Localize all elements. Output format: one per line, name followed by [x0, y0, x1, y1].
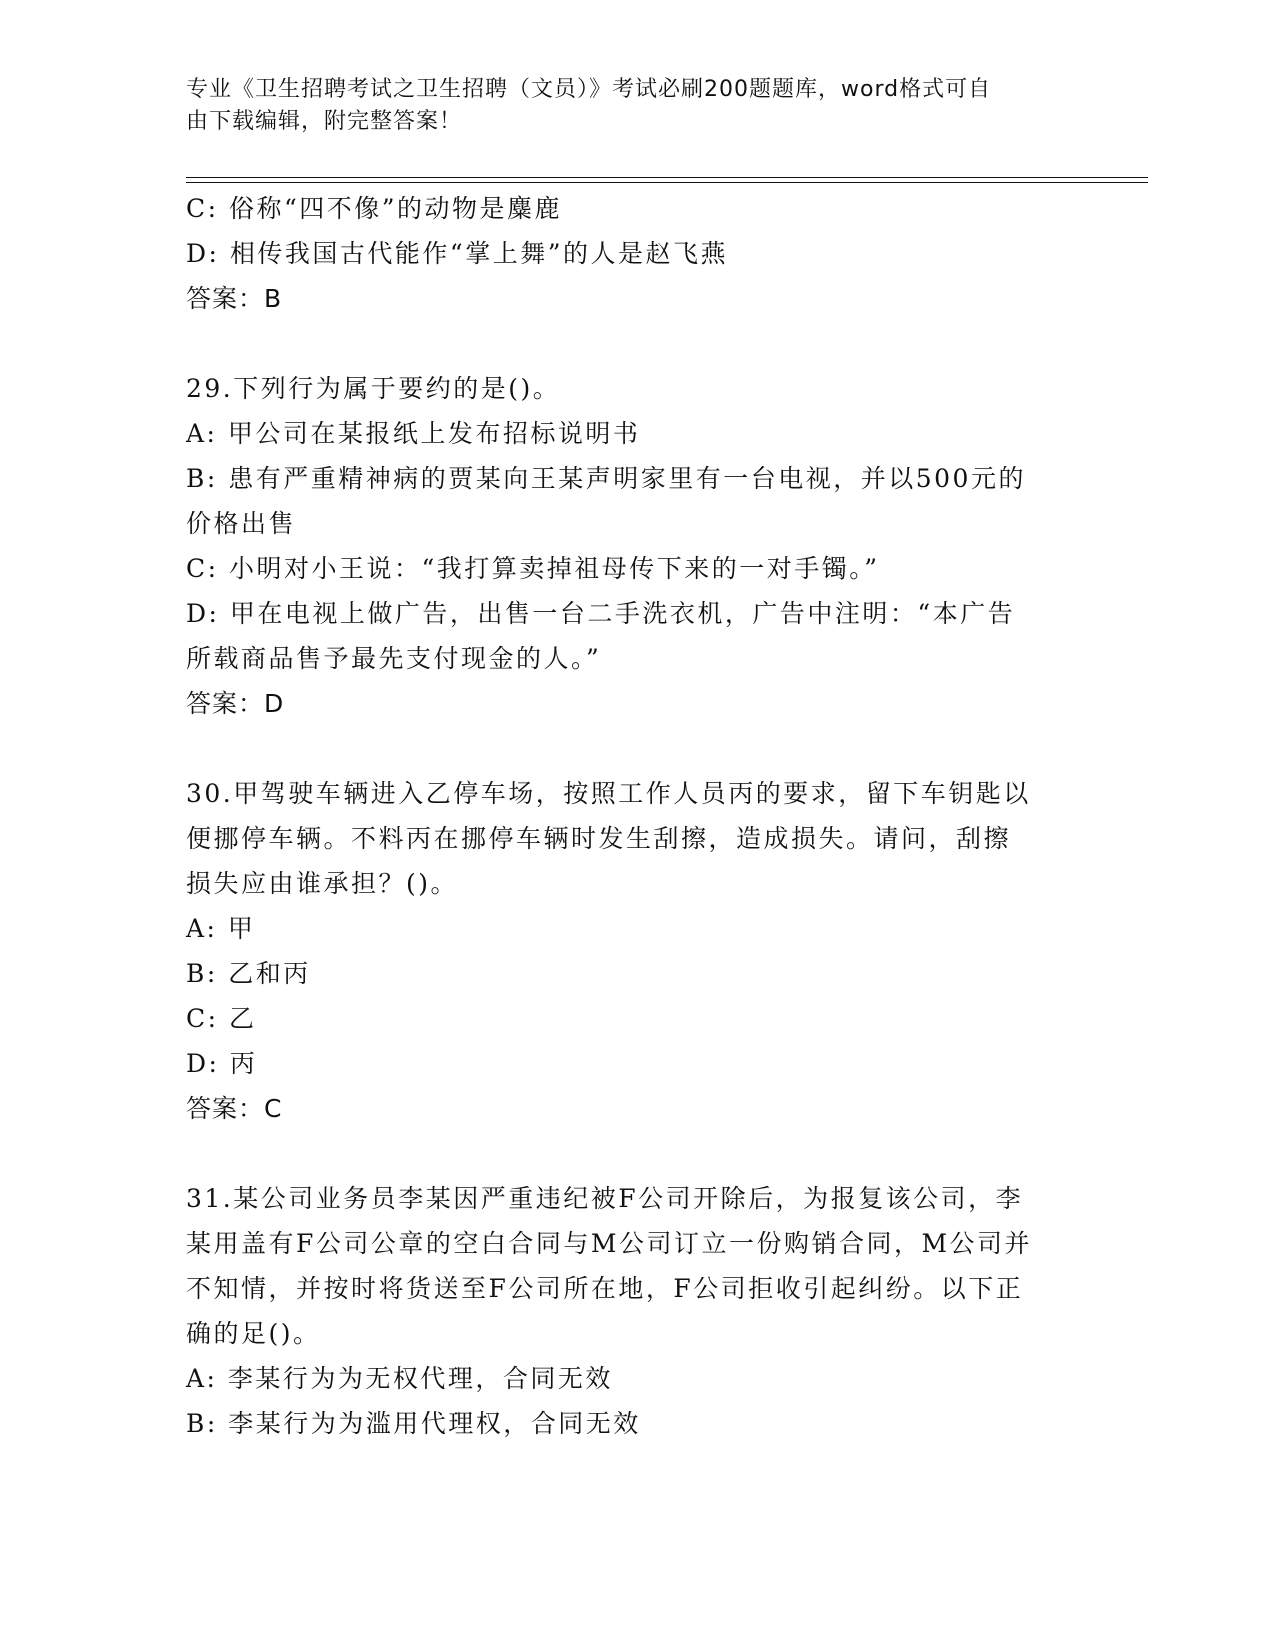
option-c: C: 俗称“四不像”的动物是麋鹿 [186, 194, 563, 223]
question-29 [186, 366, 1086, 726]
spacer [186, 1131, 1086, 1176]
question-31 [186, 1176, 1086, 1446]
header-line-1: 专业《卫生招聘考试之卫生招聘（文员）》考试必刷200题题库，word格式可自 [186, 77, 992, 102]
header-divider-bottom [186, 182, 1148, 183]
option-d: D: 丙 [186, 1049, 258, 1078]
question-stem: 29.下列行为属于要约的是()。 [186, 374, 561, 403]
option-d: D: 甲在电视上做广告，出售一台二手洗衣机，广告中注明：“本广告 [186, 599, 1016, 628]
question-stem: 31.某公司业务员李某因严重违纪被F公司开除后，为报复该公司，李 [186, 1184, 1024, 1213]
header-line-2: 由下载编辑，附完整答案！ [186, 109, 463, 134]
option-b-continued: 价格出售 [186, 509, 297, 538]
document-body [186, 186, 1086, 1446]
spacer [186, 321, 1086, 366]
question-stem: 30.甲驾驶车辆进入乙停车场，按照工作人员丙的要求，留下车钥匙以 [186, 779, 1031, 808]
answer-line: 答案：D [186, 689, 285, 718]
question-stem-continued: 某用盖有F公司公章的空白合同与M公司订立一份购销合同，M公司并 [186, 1229, 1033, 1258]
option-b: B: 李某行为为滥用代理权，合同无效 [186, 1409, 641, 1438]
option-b: B: 乙和丙 [186, 959, 311, 988]
answer-line: 答案：C [186, 1094, 283, 1123]
question-stem-continued: 不知情，并按时将货送至F公司所在地，F公司拒收引起纠纷。以下正 [186, 1274, 1024, 1303]
document-header [186, 74, 1066, 138]
option-a: A: 甲公司在某报纸上发布招标说明书 [186, 419, 641, 448]
option-c: C: 小明对小王说：“我打算卖掉祖母传下来的一对手镯。” [186, 554, 880, 583]
option-a: A: 甲 [186, 914, 256, 943]
question-stem-continued: 确的足()。 [186, 1319, 321, 1348]
question-stem-continued: 损失应由谁承担？()。 [186, 869, 459, 898]
question-block-prev [186, 186, 1086, 321]
option-c: C: 乙 [186, 1004, 257, 1033]
spacer [186, 726, 1086, 771]
option-d-continued: 所载商品售予最先支付现金的人。” [186, 644, 602, 673]
option-a: A: 李某行为为无权代理，合同无效 [186, 1364, 613, 1393]
option-b: B: 患有严重精神病的贾某向王某声明家里有一台电视，并以500元的 [186, 464, 1026, 493]
question-stem-continued: 便挪停车辆。不料丙在挪停车辆时发生刮擦，造成损失。请问，刮擦 [186, 824, 1012, 853]
header-divider-top [186, 177, 1148, 178]
question-30 [186, 771, 1086, 1131]
answer-line: 答案：B [186, 284, 283, 313]
option-d: D: 相传我国古代能作“掌上舞”的人是赵飞燕 [186, 239, 728, 268]
